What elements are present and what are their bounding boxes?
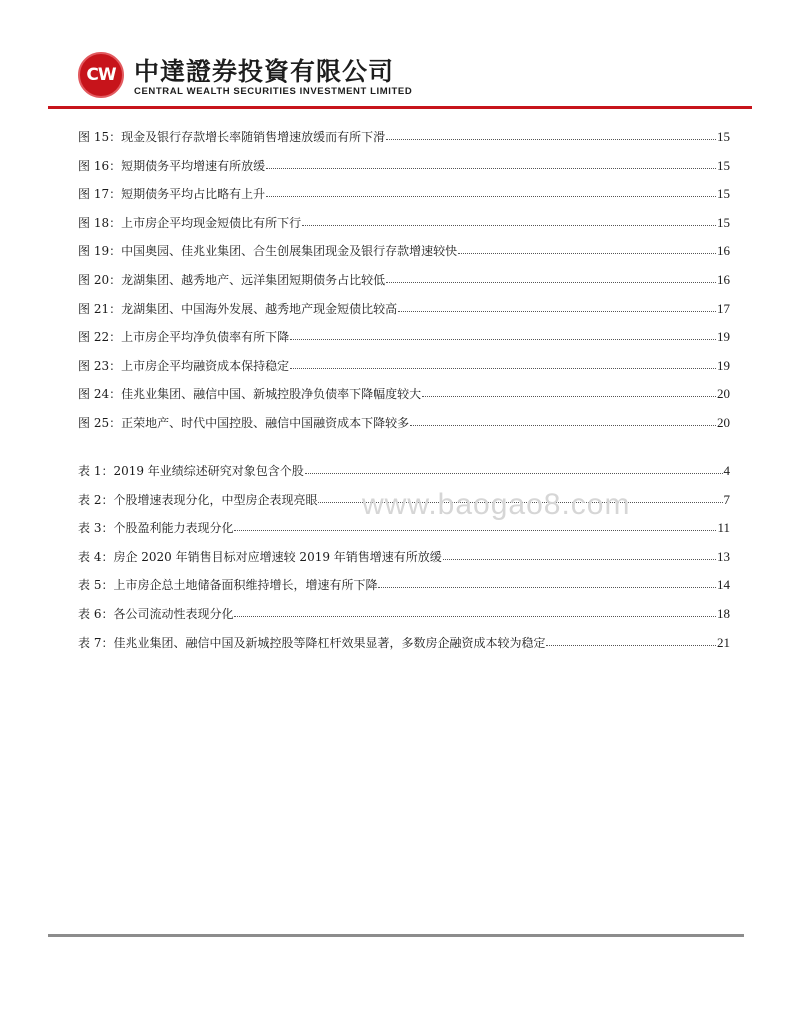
- toc-row-label: 表 5：上市房企总土地储备面积维持增长，增速有所下降: [78, 578, 378, 593]
- company-name-chinese: 中達證券投資有限公司: [134, 57, 395, 86]
- toc-row-page: 19: [717, 357, 730, 373]
- toc-row-table-4[interactable]: [78, 548, 730, 577]
- dot-leader: [443, 559, 716, 560]
- toc-row-page: 15: [717, 186, 730, 202]
- dot-leader: [266, 196, 716, 197]
- toc-row-figure-20[interactable]: [78, 271, 730, 300]
- dot-leader: [422, 396, 716, 397]
- toc-row-label: 表 6：各公司流动性表现分化: [78, 606, 234, 621]
- dot-leader: [386, 139, 716, 140]
- toc-row-page: 16: [717, 243, 730, 259]
- toc-row-page: 7: [723, 491, 730, 507]
- toc-row-figure-17[interactable]: [78, 185, 730, 214]
- toc-row-figure-25[interactable]: [78, 414, 730, 443]
- toc-row-figure-22[interactable]: [78, 328, 730, 357]
- toc-row-page: 20: [717, 414, 730, 430]
- toc-row-table-7[interactable]: [78, 634, 730, 663]
- dot-leader: [305, 473, 723, 474]
- dot-leader: [378, 587, 716, 588]
- toc-row-table-6[interactable]: [78, 605, 730, 634]
- dot-leader: [410, 425, 716, 426]
- company-logo-icon: [78, 52, 124, 98]
- dot-leader: [398, 311, 716, 312]
- toc-row-page: 19: [717, 329, 730, 345]
- dot-leader: [266, 168, 716, 169]
- header-divider: [48, 106, 752, 109]
- company-name-english: CENTRAL WEALTH SECURITIES INVESTMENT LIMITED: [134, 86, 413, 97]
- toc-row-label: 图 23：上市房企平均融资成本保持稳定: [78, 358, 290, 373]
- toc-row-figure-19[interactable]: [78, 242, 730, 271]
- dot-leader: [234, 616, 716, 617]
- toc-row-label: 表 3：个股盈利能力表现分化: [78, 521, 234, 536]
- toc-row-page: 15: [717, 129, 730, 144]
- toc-row-label: 表 2：个股增速表现分化，中型房企表现亮眼: [78, 492, 318, 507]
- toc-row-label: 表 7：佳兆业集团、融信中国及新城控股等降杠杆效果显著，多数房企融资成本较为稳定: [78, 635, 546, 650]
- toc-row-label: 图 15：现金及银行存款增长率随销售增速放缓而有所下滑: [78, 130, 386, 144]
- toc-row-figure-16[interactable]: [78, 157, 730, 186]
- logo-mark-text: CW: [86, 65, 116, 85]
- toc-row-page: 20: [717, 386, 730, 402]
- toc-row-label: 图 25：正荣地产、时代中国控股、融信中国融资成本下降较多: [78, 415, 410, 430]
- toc-row-page: 18: [717, 605, 730, 621]
- dot-leader: [234, 530, 716, 531]
- toc-row-page: 4: [723, 463, 730, 478]
- toc-row-table-5[interactable]: [78, 576, 730, 605]
- toc-row-page: 15: [717, 214, 730, 230]
- dot-leader: [290, 368, 716, 369]
- toc-row-page: 13: [717, 548, 730, 564]
- toc-row-page: 14: [717, 577, 730, 593]
- toc-row-label: 图 19：中国奥园、佳兆业集团、合生创展集团现金及银行存款增速较快: [78, 244, 458, 259]
- dot-leader: [458, 253, 716, 254]
- toc-row-label: 图 17：短期债务平均占比略有上升: [78, 187, 266, 202]
- toc-row-label: 图 22：上市房企平均净负债率有所下降: [78, 330, 290, 345]
- dot-leader: [386, 282, 716, 283]
- toc-row-page: 21: [717, 634, 730, 650]
- watermark-text: www.baogao8.com: [362, 488, 631, 521]
- toc-row-figure-18[interactable]: [78, 214, 730, 243]
- page-header: [78, 48, 758, 104]
- toc-row-figure-15[interactable]: [78, 128, 730, 157]
- footer-divider: [48, 934, 744, 937]
- toc-row-label: 图 16：短期债务平均增速有所放缓: [78, 158, 266, 173]
- toc-row-label: 图 24：佳兆业集团、融信中国、新城控股净负债率下降幅度较大: [78, 387, 422, 402]
- toc-row-page: 11: [717, 520, 730, 536]
- toc-row-label: 图 18：上市房企平均现金短债比有所下行: [78, 215, 302, 230]
- toc-row-label: 图 21：龙湖集团、中国海外发展、越秀地产现金短债比较高: [78, 301, 398, 316]
- toc-row-figure-24[interactable]: [78, 385, 730, 414]
- dot-leader: [546, 645, 716, 646]
- figure-list: [78, 128, 730, 443]
- toc-row-label: 图 20：龙湖集团、越秀地产、远洋集团短期债务占比较低: [78, 272, 386, 287]
- toc-row-page: 16: [717, 271, 730, 287]
- toc-row-label: 表 1：2019 年业绩综述研究对象包含个股: [78, 464, 304, 478]
- toc-row-table-1[interactable]: [78, 462, 730, 491]
- toc-row-figure-23[interactable]: [78, 357, 730, 386]
- toc-row-table-3[interactable]: [78, 519, 730, 548]
- toc-row-figure-21[interactable]: [78, 300, 730, 329]
- dot-leader: [290, 339, 716, 340]
- toc-row-page: 15: [717, 157, 730, 173]
- toc-row-page: 17: [717, 300, 730, 316]
- toc-row-label: 表 4：房企 2020 年销售目标对应增速较 2019 年销售增速有所放缓: [78, 549, 442, 564]
- dot-leader: [302, 225, 716, 226]
